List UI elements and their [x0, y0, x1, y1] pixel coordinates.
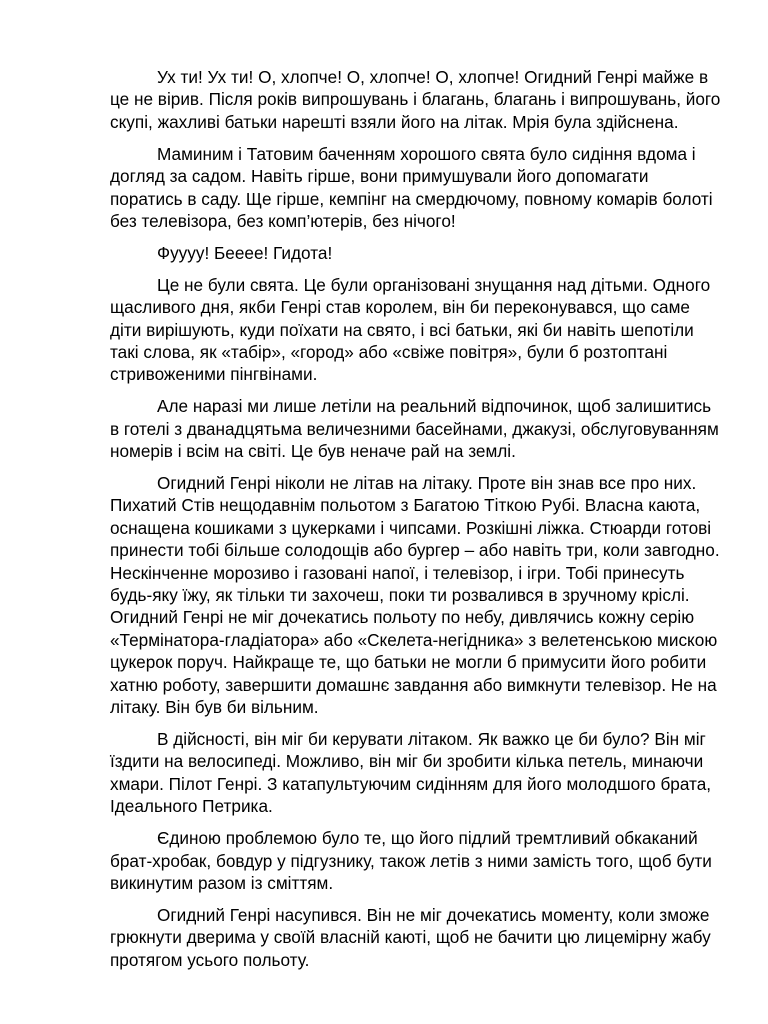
- paragraph-2: Маминим і Татовим баченням хорошого свята було сидіння вдома і догляд за садом. Навіть гірше, вони примушували його допомагати поратись в саду. Ще гірше, кемпінг на смердючому, повному комарів болоті без телевізора, без комп’ютерів, без нічого!: [110, 143, 713, 231]
- paragraph-4: Це не були свята. Це були організовані знущання над дітьми. Одного щасливого дня, якби Генрі став королем, він би переконувався, що саме діти вирішують, куди поїхати на свято, і всі батьки, які би навіть шепотіли такі слова, як «табір», «город» або «свіже повітря», були б розтоптані стривоженими пінгвінами.: [110, 274, 711, 385]
- paragraph-7: В дійсності, він міг би керувати літаком. Як важко це би було? Він міг їздити на велосипеді. Можливо, він міг би зробити кілька петель, минаючи хмари. Пілот Генрі. З катапультуючим сидінням для його молодшого брата, Ідеального Петрика.: [110, 728, 712, 817]
- document-text-body: [110, 66, 722, 981]
- paragraph-6: Огидний Генрі ніколи не літав на літаку. Проте він знав все про них. Пихатий Стів нещодавнім польотом з Багатою Тіткою Рубі. Власна каюта, оснащена кошиками з цукерками і чипсами. Розкішні ліжка. Стюарди готові принести тобі більше солодощів або бургер – або навіть три, коли завгодно. Нескінченне морозиво і газовані напої, і телевізор, і ігри. Тобі принесуть будь-яку їжу, як тільки ти захочеш, поки ти розвалився в зручному кріслі. Огидний Генрі не міг дочекатись польоту по небу, дивлячись кожну серію «Термінатора-гладіатора» або «Скелета-негідника» з велетенською мискою цукерок поруч. Найкраще те, що батьки не могли б примусити його робити хатню роботу, завершити домашнє завдання або вимкнути телевізор. Не на літаку. Він був би вільним.: [110, 473, 720, 718]
- paragraph-1: Ух ти! Ух ти! О, хлопче! О, хлопче! О, хлопче! Огидний Генрі майже в це не вірив. Після років випрошувань і благань, благань і випрошувань, його скупі, жахливі батьки нарешті взяли його на літак. Мрія була здійснена.: [110, 67, 721, 132]
- paragraph-5: Але наразі ми лише летіли на реальний відпочинок, щоб залишитись в готелі з дванадцятьма величезними басейнами, джакузі, обслуговуванням номерів і всім на світі. Це був неначе рай на землі.: [110, 396, 719, 462]
- paragraph-9: Огидний Генрі насупився. Він не міг дочекатись моменту, коли зможе грюкнути дверима у своїй власній каюті, щоб не бачити цю лицемірну жабу протягом усього польоту.: [110, 904, 711, 970]
- paragraph-3: Фуууу! Бееее! Гидота!: [157, 242, 333, 263]
- paragraph-8: Єдиною проблемою було те, що його підлий тремтливий обкаканий брат-хробак, бовдур у підгузнику, також летів з ними замість того, щоб бути викинутим разом із сміттям.: [110, 828, 712, 893]
